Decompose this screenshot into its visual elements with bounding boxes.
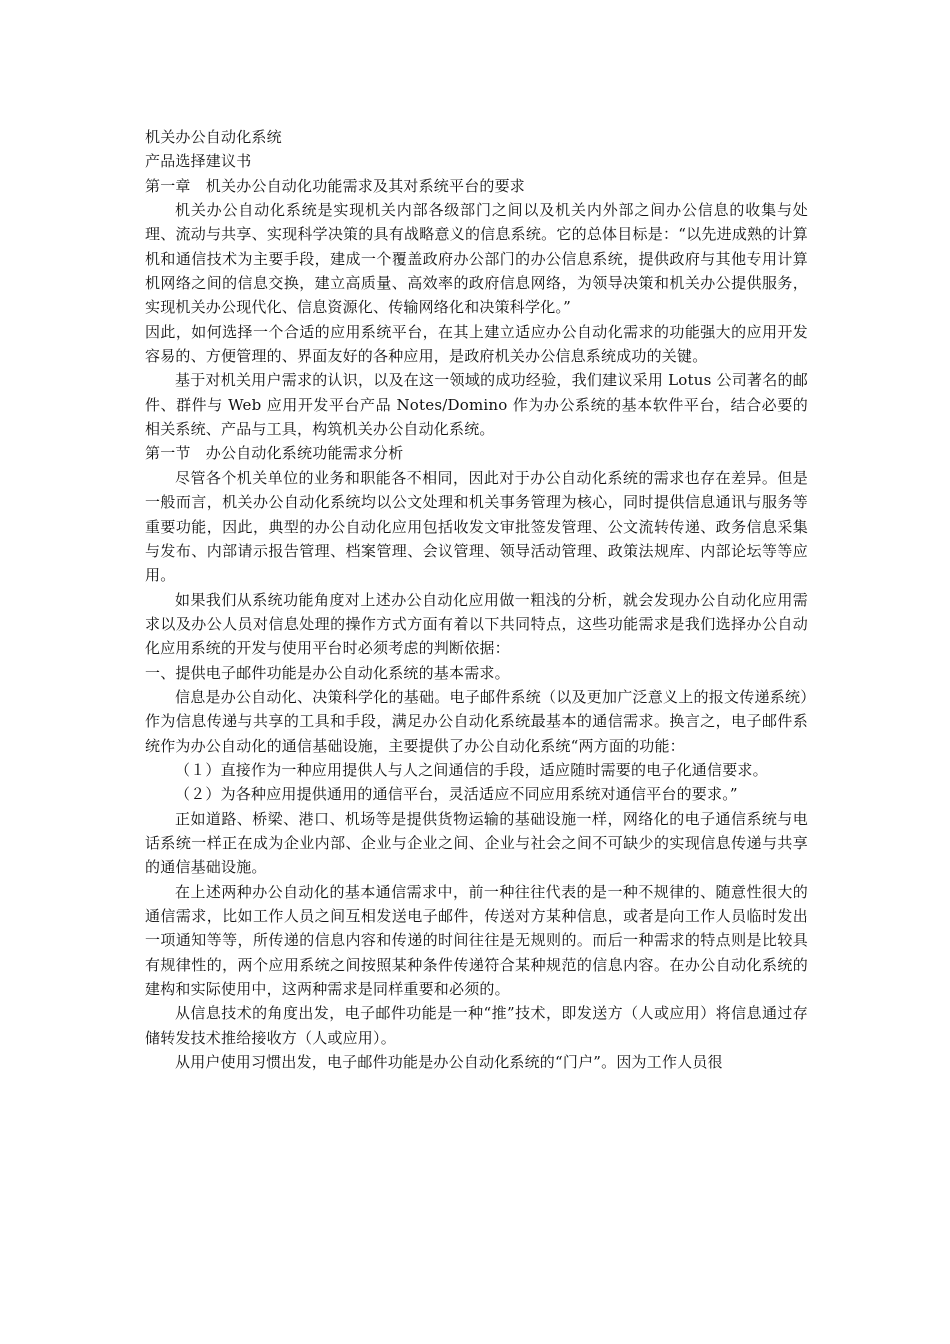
- section-heading: 第一节 办公自动化系统功能需求分析: [145, 444, 404, 463]
- document-page: [145, 125, 808, 1074]
- paragraph: 基于对机关用户需求的认识，以及在这一领域的成功经验，我们建议采用 Lotus 公司著名的邮件、群件与 Web 应用开发平台产品 Notes/Domino 作为办公系统的基本软件平台，结合必要的相关系统、产品与工具，构筑机关办公自动化系统。: [145, 371, 808, 439]
- subsection-heading: 一、提供电子邮件功能是办公自动化系统的基本需求。: [145, 663, 510, 682]
- document-title: 机关办公自动化系统: [145, 128, 282, 146]
- paragraph: 从信息技术的角度出发，电子邮件功能是一种“推”技术，即发送方（人或应用）将信息通过存储转发技术推给接收方（人或应用）。: [145, 1004, 808, 1047]
- paragraph: 正如道路、桥梁、港口、机场等是提供货物运输的基础设施一样，网络化的电子通信系统与电话系统一样正在成为企业内部、企业与企业之间、企业与社会之间不可缺少的实现信息传递与共享的通信基础设施。: [145, 809, 808, 877]
- paragraph: 从用户使用习惯出发，电子邮件功能是办公自动化系统的“门户”。因为工作人员很: [175, 1053, 723, 1072]
- paragraph: 尽管各个机关单位的业务和职能各不相同，因此对于办公自动化系统的需求也存在差异。但是一般而言，机关办公自动化系统均以公文处理和机关事务管理为核心，同时提供信息通讯与服务等重要功能，因此，典型的办公自动化应用包括收发文审批签发管理、公文流转传递、政务信息采集与发布、内部请示报告管理、档案管理、会议管理、领导活动管理、政策法规库、内部论坛等等应用。: [145, 468, 808, 585]
- list-item: （２）为各种应用提供通用的通信平台，灵活适应不同应用系统对通信平台的要求。”: [175, 785, 738, 804]
- paragraph: 信息是办公自动化、决策科学化的基础。电子邮件系统（以及更加广泛意义上的报文传递系统）作为信息传递与共享的工具和手段，满足办公自动化系统最基本的通信需求。换言之，电子邮件系统作为办公自动化的通信基础设施，主要提供了办公自动化系统“两方面的功能：: [145, 687, 808, 755]
- paragraph: 机关办公自动化系统是实现机关内部各级部门之间以及机关内外部之间办公信息的收集与处理、流动与共享、实现科学决策的具有战略意义的信息系统。它的总体目标是：“以先进成熟的计算机和通信技术为主要手段，建成一个覆盖政府办公部门的办公信息系统，提供政府与其他专用计算机网络之间的信息交换，建立高质量、高效率的政府信息网络，为领导决策和机关办公提供服务，实现机关办公现代化、信息资源化、传输网络化和决策科学化。”: [145, 201, 808, 317]
- paragraph: 在上述两种办公自动化的基本通信需求中，前一种往往代表的是一种不规律的、随意性很大的通信需求，比如工作人员之间互相发送电子邮件，传送对方某种信息，或者是向工作人员临时发出一项通知等等，所传递的信息内容和传递的时间往往是无规则的。而后一种需求的特点则是比较具有规律性的，两个应用系统之间按照某种条件传递符合某种规范的信息内容。在办公自动化系统的建构和实际使用中，这两种需求是同样重要和必须的。: [145, 882, 808, 999]
- paragraph: 因此，如何选择一个合适的应用系统平台，在其上建立适应办公自动化需求的功能强大的应用开发容易的、方便管理的、界面友好的各种应用，是政府机关办公信息系统成功的关键。: [145, 322, 808, 366]
- document-subtitle: 产品选择建议书: [145, 152, 252, 171]
- paragraph: 如果我们从系统功能角度对上述办公自动化应用做一粗浅的分析，就会发现办公自动化应用需求以及办公人员对信息处理的操作方式方面有着以下共同特点，这些功能需求是我们选择办公自动化应用系统的开发与使用平台时必须考虑的判断依据：: [145, 590, 808, 658]
- list-item: （１）直接作为一种应用提供人与人之间通信的手段，适应随时需要的电子化通信要求。: [175, 760, 768, 779]
- chapter-heading: 第一章 机关办公自动化功能需求及其对系统平台的要求: [145, 176, 526, 195]
